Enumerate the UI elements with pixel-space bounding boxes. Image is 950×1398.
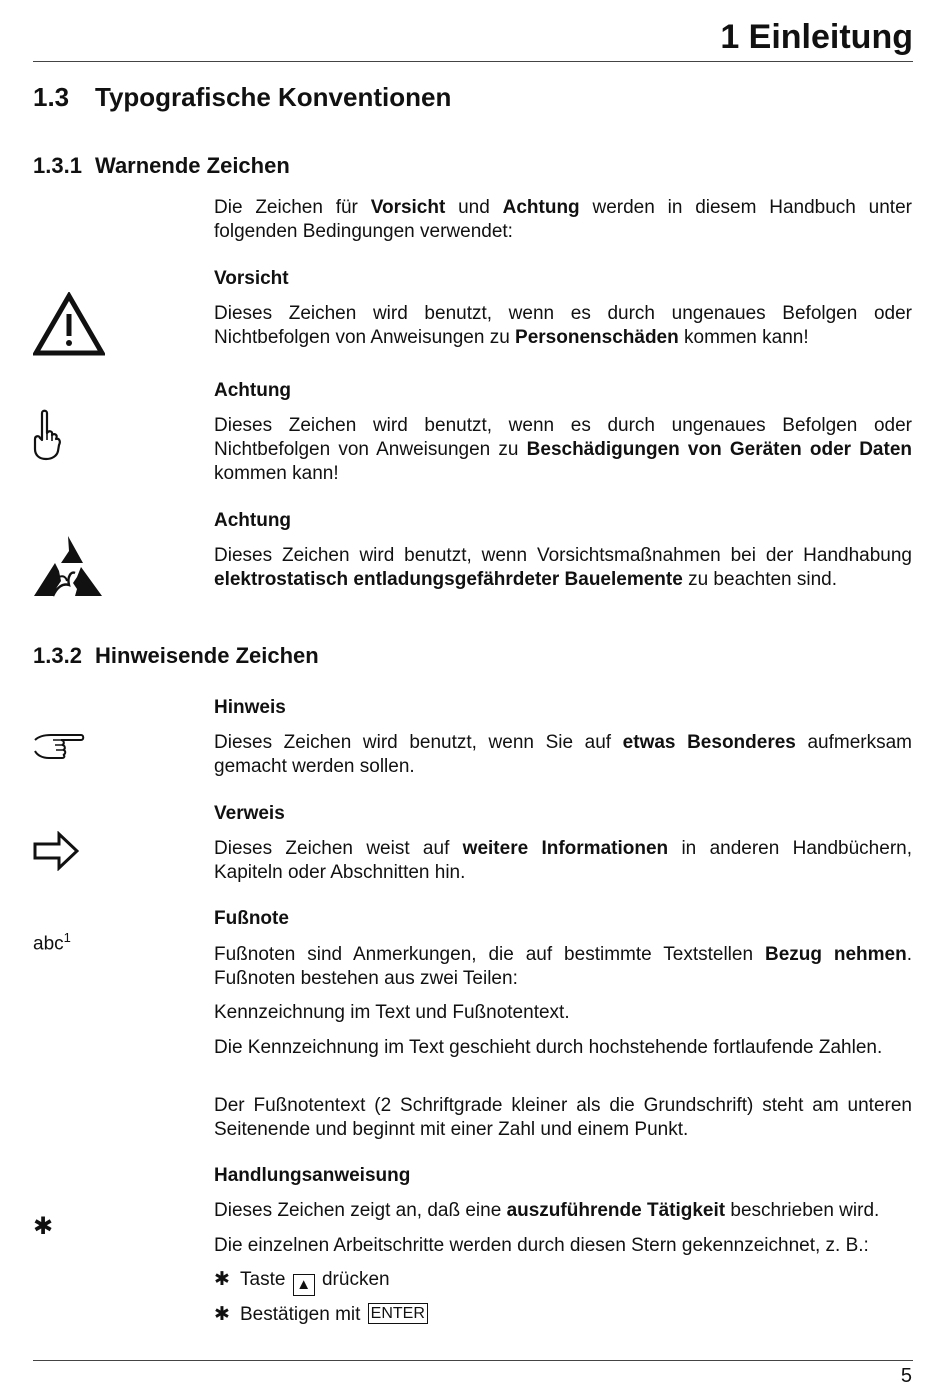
section-title: Typografische Konventionen <box>95 82 452 112</box>
star-bullet-icon: ✱ <box>214 1269 230 1290</box>
label-achtung-2: Achtung <box>214 510 292 531</box>
step-item: ✱ Bestätigen mit ENTER <box>214 1303 428 1327</box>
esd-warning-icon <box>33 533 103 597</box>
subsection-title: Hinweisende Zeichen <box>95 643 319 668</box>
subsection-number: 1.3.1 <box>33 153 82 178</box>
vorsicht-text: Dieses Zeichen wird benutzt, wenn es durch ungenaues Befolgen oder Nichtbefolgen von Anweisungen zu Personenschäden kommen kann! <box>214 303 912 348</box>
key-up-arrow: ▲ <box>293 1274 315 1296</box>
warning-triangle-icon <box>33 292 105 356</box>
header-rule <box>33 61 913 62</box>
label-fussnote: Fußnote <box>214 908 289 929</box>
chapter-heading: 1 Einleitung <box>720 18 913 56</box>
subsection-title: Warnende Zeichen <box>95 153 290 178</box>
achtung-1-text: Dieses Zeichen wird benutzt, wenn es durch ungenaues Befolgen oder Nichtbefolgen von Anweisungen zu Beschädigungen von Geräten oder Daten kommen kann! <box>214 415 912 484</box>
pointing-finger-up-icon <box>30 409 64 461</box>
verweis-text: Dieses Zeichen weist auf weitere Informationen in anderen Handbüchern, Kapiteln oder Abschnitten hin. <box>214 838 912 883</box>
achtung-2-text: Dieses Zeichen wird benutzt, wenn Vorsichtsmaßnahmen bei der Handhabung elektrostatisch entladungsgefährdeter Bauelemente zu beachten sind. <box>214 545 912 590</box>
pointing-hand-right-icon <box>33 730 85 760</box>
handlung-p1: Dieses Zeichen zeigt an, daß eine auszuführende Tätigkeit beschrieben wird. <box>214 1200 880 1221</box>
handlung-p2: Die einzelnen Arbeitschritte werden durch diesen Stern gekennzeichnet, z. B.: <box>214 1235 869 1256</box>
fussnote-p2: Kennzeichnung im Text und Fußnotentext. <box>214 1002 570 1023</box>
label-verweis: Verweis <box>214 803 285 824</box>
star-icon: ✱ <box>33 1213 54 1240</box>
label-achtung-1: Achtung <box>214 380 292 401</box>
fussnote-p1: Fußnoten sind Anmerkungen, die auf bestimmte Textstellen Bezug nehmen. Fußnoten bestehen aus zwei Teilen: <box>214 944 913 989</box>
star-bullet-icon: ✱ <box>214 1304 230 1325</box>
footnote-symbol: abc$^1$ <box>33 930 71 955</box>
label-handlung: Handlungsanweisung <box>214 1165 411 1186</box>
section-heading <box>33 82 451 113</box>
fussnote-p3: Die Kennzeichnung im Text geschieht durch hochstehende fortlaufende Zahlen. <box>214 1037 883 1058</box>
section-number: 1.3 <box>33 82 70 112</box>
key-enter: ENTER <box>368 1303 428 1324</box>
subsection-heading-warn <box>33 153 290 179</box>
subsection-heading-hint <box>33 643 319 669</box>
label-hinweis: Hinweis <box>214 697 286 718</box>
warn-intro: Die Zeichen für Vorsicht und Achtung werden in diesem Handbuch unter folgenden Bedingungen verwendet: <box>214 197 912 242</box>
subsection-number: 1.3.2 <box>33 643 82 668</box>
page-number: 5 <box>900 1365 912 1387</box>
arrow-right-icon <box>33 831 79 871</box>
footer-rule <box>33 1360 913 1361</box>
hinweis-text: Dieses Zeichen wird benutzt, wenn Sie auf etwas Besonderes aufmerksam gemacht werden sollen. <box>214 732 912 777</box>
label-vorsicht: Vorsicht <box>214 268 289 289</box>
fussnote-p4: Der Fußnotentext (2 Schriftgrade kleiner als die Grundschrift) steht am unteren Seitenende und beginnt mit einer Zahl und einem Punkt. <box>214 1095 912 1140</box>
step-item: ✱ Taste ▲ drücken <box>214 1268 390 1296</box>
